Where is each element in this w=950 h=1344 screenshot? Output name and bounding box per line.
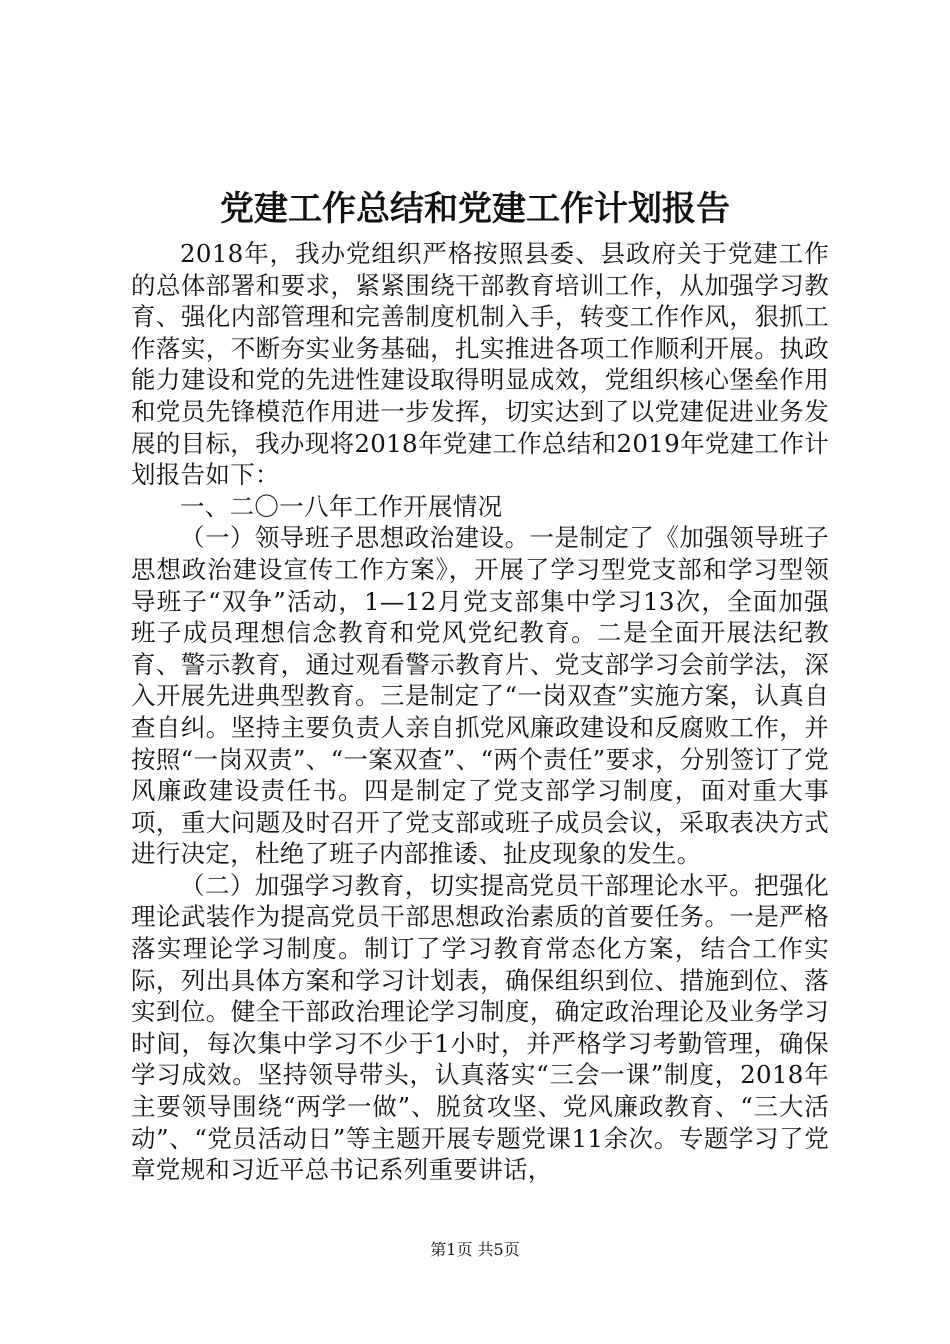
page-footer: 第1页 共5页 [430,1240,520,1259]
body-paragraph: （一）领导班子思想政治建设。一是制定了《加强领导班子思想政治建设宣传工作方案》，开展了学习型党支部和学习型领导班子“双争”活动，1—12月党支部集中学习13次，全面加强班子成员理想信念教育和党风党纪教育。二是全面开展法纪教育、警示教育，通过观看警示教育片、党支部学习会前学法，深入开展先进典型教育。三是制定了“一岗双查”实施方案，认真自查自纠。坚持主要负责人亲自抓党风廉政建设和反腐败工作，并按照“一岗双责”、“一案双查”、“两个责任”要求，分别签订了党风廉政建设责任书。四是制定了党支部学习制度，面对重大事项，重大问题及时召开了党支部或班子成员会议，采取表决方式进行决定，杜绝了班子内部推诿、扯皮现象的发生。 [131,523,829,869]
intro-paragraph: 2018年，我办党组织严格按照县委、县政府关于党建工作的总体部署和要求，紧紧围绕干部教育培训工作，从加强学习教育、强化内部管理和完善制度机制入手，转变工作作风，狠抓工作落实，不断夯实业务基础，扎实推进各项工作顺利开展。执政能力建设和党的先进性建设取得明显成效，党组织核心堡垒作用和党员先锋模范作用进一步发挥，切实达到了以党建促进业务发展的目标，我办现将2018年党建工作总结和2019年党建工作计划报告如下： [131,239,829,490]
body-paragraph: （二）加强学习教育，切实提高党员干部理论水平。把强化理论武装作为提高党员干部思想政治素质的首要任务。一是严格落实理论学习制度。制订了学习教育常态化方案，结合工作实际，列出具体方案和学习计划表，确保组织到位、措施到位、落实到位。健全干部政治理论学习制度，确定政治理论及业务学习时间，每次集中学习不少于1小时，并严格学习考勤管理，确保学习成效。坚持领导带头，认真落实“三会一课”制度，2018年主要领导围绕“两学一做”、脱贫攻坚、党风廉政教育、“三大活动”、“党员活动日”等主题开展专题党课11余次。专题学习了党章党规和习近平总书记系列重要讲话， [131,870,829,1185]
document-body [131,238,829,1186]
section-heading: 一、二〇一八年工作开展情况 [180,491,503,521]
document-title: 党建工作总结和党建工作计划报告 [220,189,730,229]
